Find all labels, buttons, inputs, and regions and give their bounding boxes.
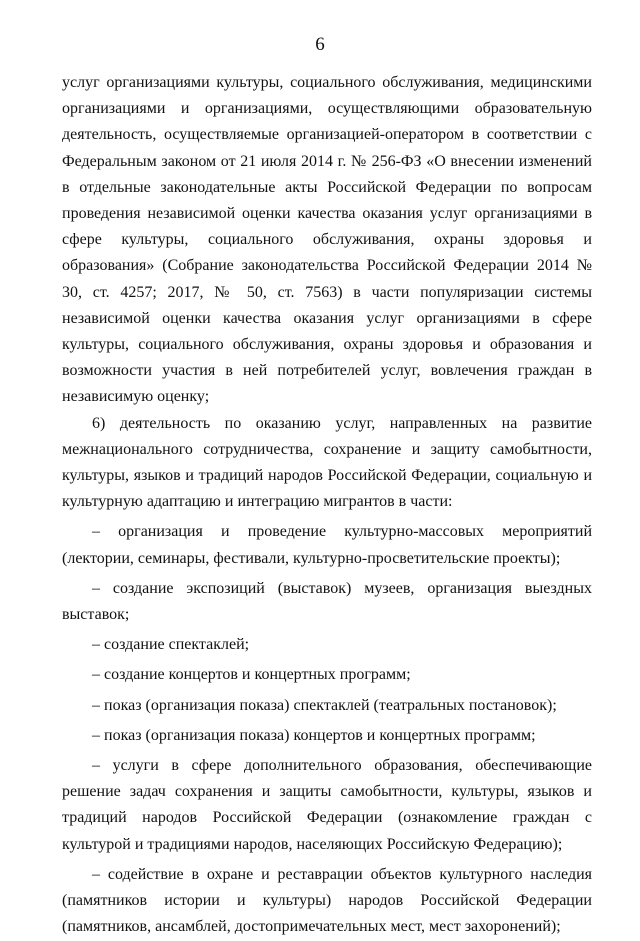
document-body bbox=[62, 70, 592, 941]
list-item: – создание концертов и концертных программ; bbox=[92, 666, 411, 684]
list-item: – содействие в охране и реставрации объектов культурного наследия (памятников истории и культуры) народов Российской Федерации (памятников, ансамблей, достопримечательных мест, мест захоронений); bbox=[62, 865, 592, 936]
list-item: – услуги в сфере дополнительного образования, обеспечивающие решение задач сохранения и защиты самобытности, культуры, языков и традиций народов Российской Федерации (ознакомление граждан с культурой и традициями народов, населяющих Российскую Федерацию); bbox=[62, 757, 592, 853]
paragraph-item-6: 6) деятельность по оказанию услуг, направленных на развитие межнационального сотрудничества, сохранение и защиту самобытности, культуры, языков и традиций народов Российской Федерации, социальную и культурную адаптацию и интеграцию мигрантов в части: bbox=[62, 414, 592, 511]
list-item: – создание спектаклей; bbox=[92, 636, 250, 654]
page-number: 6 bbox=[315, 34, 325, 55]
list-item: – организация и проведение культурно-массовых мероприятий (лектории, семинары, фестивали, культурно-просветительские проекты); bbox=[62, 523, 592, 567]
list-item: – показ (организация показа) спектаклей (театральных постановок); bbox=[92, 696, 557, 714]
list-item: – показ (организация показа) концертов и концертных программ; bbox=[92, 726, 536, 744]
paragraph-continuation: услуг организациями культуры, социального обслуживания, медицинскими организациями и организациями, осуществляющими образовательную деятельность, осуществляемые организацией-оператором в соответствии с Федеральным законом от 21 июля 2014 г. № 256-ФЗ «О внесении изменений в отдельные законодательные акты Российской Федерации по вопросам проведения независимой оценки качества оказания услуг организациями в сфере культуры, социального обслуживания, охраны здоровья и образования» (Собрание законодательства Российской Федерации 2014 № 30, ст. 4257; 2017, № 50, ст. 7563) в части популяризации системы независимой оценки качества оказания услуг организациями в сфере культуры, социального обслуживания, охраны здоровья и образования и возможности участия в ней потребителей услуг, вовлечения граждан в независимую оценку; bbox=[62, 74, 592, 406]
list-item: – создание экспозиций (выставок) музеев, организация выездных выставок; bbox=[62, 579, 592, 624]
